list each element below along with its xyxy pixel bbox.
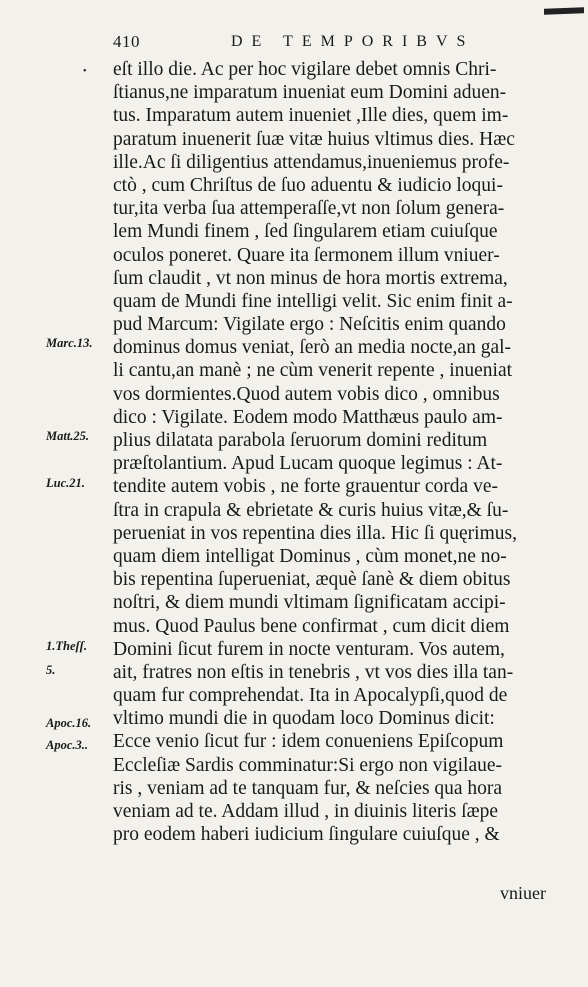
text-line: Eccleſiæ Sardis comminatur:Si ergo non vigilaue- [113, 754, 503, 776]
margin-dot: • [83, 66, 87, 77]
text-line: quam diem intelligat Dominus , cùm monet,ne no- [113, 545, 507, 567]
text-line: pud Marcum: Vigilate ergo : Neſcitis enim quando [113, 314, 506, 336]
text-line: ait, fratres non eſtis in tenebris , vt vos dies illa tan- [113, 661, 514, 683]
text-line: noſtri, & diem mundi vltimam ſignificatam accipi- [113, 592, 506, 614]
margin-note-apoc-3: Apoc.3.. [46, 738, 89, 752]
running-title: DE TEMPORIBVS [231, 33, 475, 50]
text-line: mus. Quod Paulus bene confirmat , cum dicit diem [113, 615, 510, 637]
text-line: tus. Imparatum autem inueniet ,Ille dies, quem im- [113, 105, 509, 127]
text-line: ctò , cum Chriſtus de ſuo aduentu & iudicio loqui- [113, 174, 503, 196]
text-line: quam de Mundi fine intelligi velit. Sic enim finit a- [113, 290, 513, 312]
text-line: Domini ſicut furem in nocte venturam. Vos autem, [113, 638, 505, 660]
text-line: plius dilatata parabola ſeruorum domini reditum [113, 430, 488, 451]
text-line: paratum inuenerit ſuæ vitæ huius vltimus dies. Hæc [113, 128, 515, 150]
text-line: tendite autem vobis , ne forte grauentur corda ve- [113, 476, 498, 498]
text-line: ris , veniam ad te tanquam fur, & neſcies qua hora [113, 777, 503, 799]
text-line: tur,ita verba ſua attemperaſſe,vt non ſolum genera- [113, 198, 505, 220]
text-line: veniam ad te. Addam illud , in diuinis literis ſæpe [113, 801, 499, 822]
text-line: lem Mundi finem , ſed ſingularem etiam cuiuſque [113, 221, 498, 243]
text-line: dominus domus veniat, ſerò an media nocte,an gal- [113, 337, 512, 359]
text-line: vltimo mundi die in quodam loco Dominus dicit: [113, 708, 495, 730]
text-line: li cantu,an manè ; ne cùm venerit repente , inueniat [113, 360, 513, 382]
text-line: Ecce venio ſicut fur : idem conueniens Epiſcopum [113, 731, 504, 753]
margin-note-thess: 1.Theſſ. [46, 639, 87, 653]
text-line: pro eodem haberi iudicium ſingulare cuiuſque , & [113, 824, 500, 846]
text-line: eſt illo die. Ac per hoc vigilare debet omnis Chri- [113, 59, 497, 80]
text-line: ſtra in crapula & ebrietate & curis huius vitæ,& ſu- [113, 499, 509, 521]
body-text [113, 58, 573, 846]
text-line: perueniat in vos repentina dies illa. Hic ſi quęrimus, [113, 522, 517, 544]
text-line: vos dormientes.Quod autem vobis dico , omnibus [113, 383, 500, 405]
text-line: quam fur comprehendat. Ita in Apocalypſi,quod de [113, 685, 508, 707]
running-head [113, 32, 568, 56]
margin-note-luc: Luc.21. [46, 476, 85, 490]
margin-note-thess-chapter: 5. [46, 663, 56, 677]
corner-ink-mark [544, 7, 584, 14]
margin-note-marc: Marc.13. [46, 336, 93, 350]
text-line: ſtianus,ne imparatum inueniat eum Domini aduen- [113, 82, 507, 104]
text-line: ille.Ac ſi diligentius attendamus,inueniemus profe- [113, 151, 510, 173]
page-number: 410 [113, 32, 140, 51]
margin-note-matt: Matt.25. [46, 429, 90, 443]
text-line: bis repentina ſuperueniat, æquè ſanè & diem obitus [113, 569, 511, 591]
text-line: præſtolantium. Apud Lucam quoque legimus : At- [113, 453, 503, 475]
text-line: dico : Vigilate. Eodem modo Matthæus paulo am- [113, 406, 503, 428]
catchword: vniuer [500, 883, 546, 903]
margin-note-apoc-16: Apoc.16. [46, 716, 92, 730]
text-line: ſum claudit , vt non minus de hora mortis extrema, [113, 267, 508, 289]
text-line: oculos poneret. Quare ita ſermonem illum vniuer- [113, 244, 500, 266]
